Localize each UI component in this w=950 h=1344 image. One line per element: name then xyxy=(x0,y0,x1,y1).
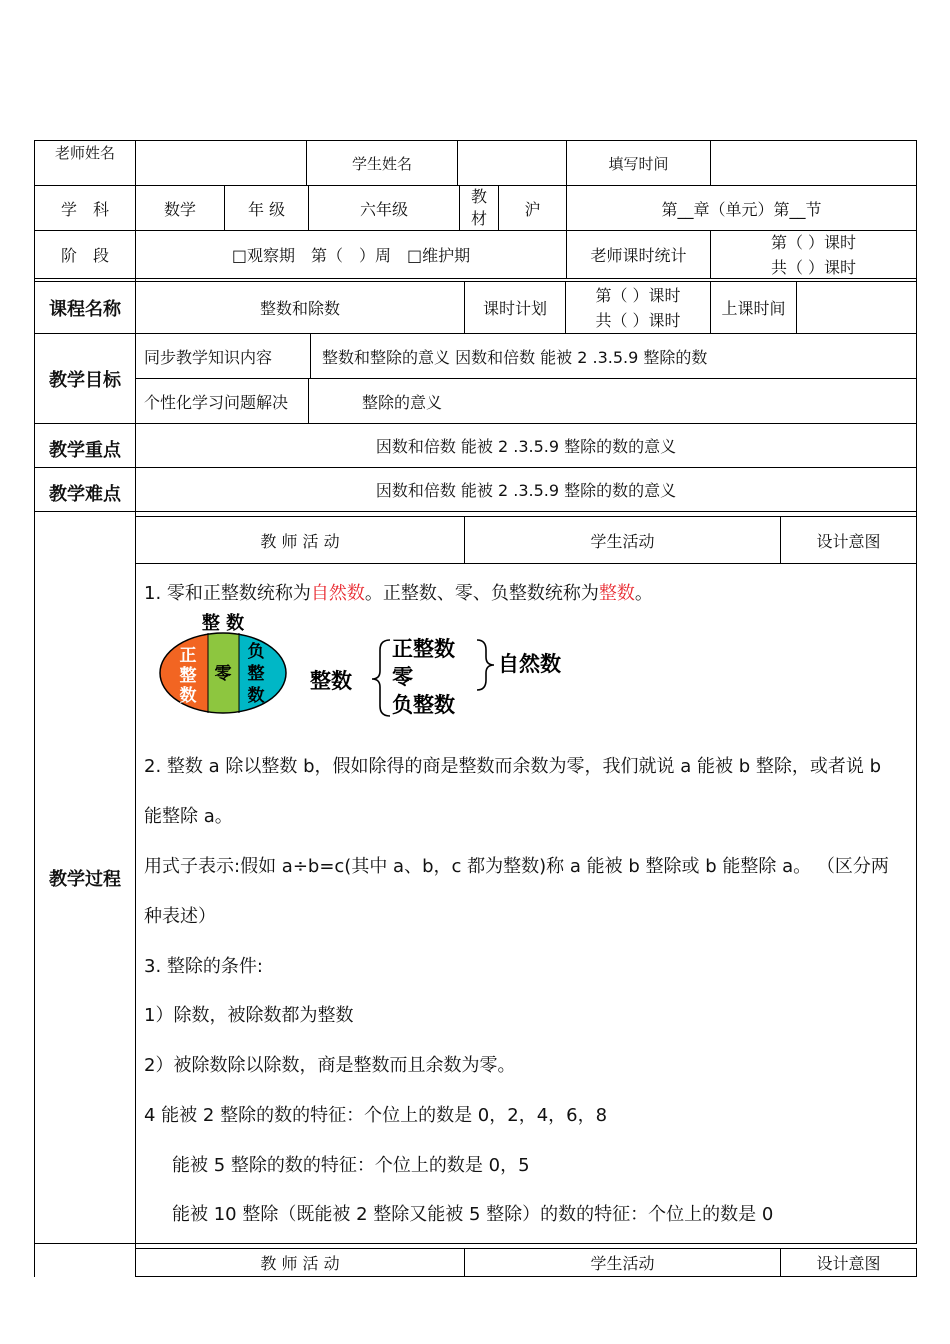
right-brace xyxy=(477,640,494,690)
difficulty-label: 教学难点 xyxy=(49,483,121,505)
integer-term: 整数 xyxy=(598,583,635,604)
process-line-3: 能整除 a。 xyxy=(144,806,233,827)
process-line-11: 能被 10 整除（既能被 2 整除又能被 5 整除）的数的特征：个位上的数是 0 xyxy=(172,1204,774,1225)
positive-char-2: 整 xyxy=(179,666,197,686)
goals-row2-label: 个性化学习问题解决 xyxy=(144,392,289,412)
goals-row1-label: 同步教学知识内容 xyxy=(144,347,273,367)
process-line-5: 种表述） xyxy=(144,906,216,927)
stage-options[interactable]: □观察期 第（ ）周 □维护期 xyxy=(231,246,471,265)
process-label: 教学过程 xyxy=(49,869,121,890)
integer-diagram-svg xyxy=(150,605,600,720)
course-name-value: 整数和除数 xyxy=(259,299,340,318)
student-name-label: 学生姓名 xyxy=(351,154,412,173)
course-plan-value: 第（ ）课时 共（ ）课时 xyxy=(595,285,681,330)
stage-label: 阶 段 xyxy=(60,246,109,265)
branch-negative: 负整数 xyxy=(392,692,455,717)
textbook-value: 沪 xyxy=(524,199,541,219)
class-time-label: 上课时间 xyxy=(721,299,786,318)
col-student-activity-2: 学生活动 xyxy=(590,1254,655,1273)
subject-value: 数学 xyxy=(163,199,196,219)
process-line-1: 1. 零和正整数统称为自然数。正整数、零、负整数统称为整数。 xyxy=(144,583,653,604)
natural-number-label: 自然数 xyxy=(498,651,561,676)
key-point-value: 因数和倍数 能被 2 .3.5.9 整除的数的意义 xyxy=(375,437,677,456)
teacher-hours-label: 老师课时统计 xyxy=(590,246,687,265)
teacher-hours-value: 第（ ）课时 共（ ）课时 xyxy=(770,232,857,277)
branch-positive: 正整数 xyxy=(392,636,455,661)
class-time-field[interactable] xyxy=(797,282,916,333)
zero-char: 零 xyxy=(214,664,232,684)
textbook-label: 教 材 xyxy=(470,187,487,228)
positive-char-1: 正 xyxy=(179,646,197,666)
goals-label: 教学目标 xyxy=(49,369,121,391)
col-teacher-activity: 教 师 活 动 xyxy=(260,531,340,551)
fill-time-label: 填写时间 xyxy=(608,154,669,173)
goals-row1-value: 整数和整除的意义 因数和倍数 能被 2 .3.5.9 整除的数 xyxy=(322,347,708,367)
ellipse-title: 整 数 xyxy=(201,613,245,634)
branch-zero: 零 xyxy=(392,664,413,689)
col-design-intent: 设计意图 xyxy=(816,531,881,551)
process-line-8: 2）被除数除以除数，商是整数而且余数为零。 xyxy=(144,1055,516,1076)
process-line-4: 用式子表示:假如 a÷b=c(其中 a、b，c 都为整数)称 a 能被 b 整除或 b 能整除 a。 （区分两 xyxy=(144,856,889,877)
grade-value: 六年级 xyxy=(359,199,408,219)
difficulty-value: 因数和倍数 能被 2 .3.5.9 整除的数的意义 xyxy=(375,481,677,500)
process-line-10: 能被 5 整除的数的特征：个位上的数是 0，5 xyxy=(172,1155,530,1176)
process-line-6: 3. 整除的条件: xyxy=(144,956,263,977)
col-teacher-activity-2: 教 师 活 动 xyxy=(260,1254,340,1273)
positive-char-3: 数 xyxy=(179,686,197,706)
teacher-name-field[interactable] xyxy=(136,141,306,185)
subject-label: 学 科 xyxy=(60,199,109,219)
process-line-2: 2. 整数 a 除以整数 b，假如除得的商是整数而余数为零，我们就说 a 能被 b 整除，或者说 b xyxy=(144,756,882,777)
chapter-text: 第__章（单元）第__节 xyxy=(661,199,822,219)
natural-number-term: 自然数 xyxy=(310,583,365,604)
process-line-7: 1）除数，被除数都为整数 xyxy=(144,1005,354,1026)
negative-char-3: 数 xyxy=(247,686,265,706)
student-name-field[interactable] xyxy=(458,141,566,185)
integer-left-label: 整数 xyxy=(310,668,352,693)
integer-classification-diagram xyxy=(150,605,600,720)
process-line-9: 4 能被 2 整除的数的特征：个位上的数是 0，2，4，6，8 xyxy=(144,1105,608,1126)
fill-time-field[interactable] xyxy=(711,141,916,185)
course-name-label: 课程名称 xyxy=(49,298,121,320)
teacher-name-label: 老师姓名 xyxy=(54,143,115,162)
key-point-label: 教学重点 xyxy=(49,439,121,461)
grade-label: 年 级 xyxy=(247,199,286,219)
course-plan-label: 课时计划 xyxy=(482,299,547,318)
col-student-activity: 学生活动 xyxy=(590,531,655,551)
goals-row2-value: 整除的意义 xyxy=(362,392,443,412)
negative-char-2: 整 xyxy=(247,664,265,684)
col-design-intent-2: 设计意图 xyxy=(816,1254,881,1273)
left-brace xyxy=(372,640,390,716)
negative-char-1: 负 xyxy=(247,642,265,662)
